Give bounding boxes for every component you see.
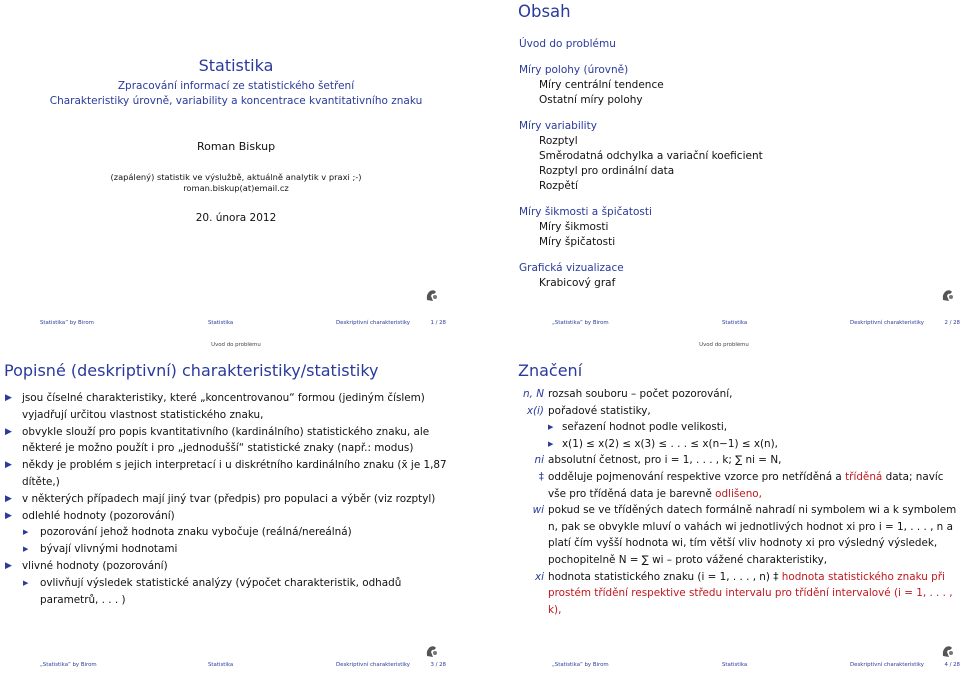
slide-1 — [0, 0, 472, 332]
author-email: roman.biskup(at)email.cz — [183, 183, 289, 193]
presentation-title: Statistika — [198, 56, 274, 75]
slide-2 — [488, 0, 960, 332]
toc-section[interactable]: Míry variability — [519, 120, 597, 132]
toc-subsection[interactable]: Rozpětí — [539, 180, 578, 192]
footer-page: 3 / 28 — [430, 662, 446, 668]
logo-icon — [940, 644, 956, 660]
toc-subsection[interactable]: Rozptyl pro ordinální data — [539, 165, 675, 177]
section-header: Úvod do problému — [211, 342, 261, 348]
slide-4 — [488, 342, 960, 674]
notation-term: x(i) — [526, 404, 544, 417]
slide-footer — [0, 662, 472, 672]
bullet-icon: ▶ — [548, 439, 554, 448]
bullet-icon: ▶ — [5, 460, 12, 471]
footer-page: 2 / 28 — [944, 320, 960, 326]
slide-footer — [488, 662, 960, 672]
notation-term: wi — [532, 504, 544, 517]
bullet-icon: ▶ — [548, 423, 554, 432]
list-subitem: ▶ ovlivňují výsledek statistické analýzy (výpočet charakteristik, odhadů parametrů, . . . ) — [23, 576, 402, 606]
section-header: Úvod do problému — [699, 342, 749, 348]
bullet-icon: ▶ — [23, 528, 29, 537]
footer-section: Deskriptivní charakteristiky — [336, 662, 410, 668]
slide-footer — [0, 320, 472, 330]
bullet-icon: ▶ — [5, 510, 12, 521]
presentation-subtitle-2: Charakteristiky úrovně, variability a koncentrace kvantitativního znaku — [49, 95, 423, 107]
slide-body — [4, 390, 454, 608]
highlight-text: tříděná — [845, 470, 883, 483]
toc-subsection[interactable]: Rozptyl — [539, 135, 578, 147]
author-description: (zapálený) statistik ve výslužbě, aktuálně analytik v praxi ;-) — [110, 172, 362, 182]
footer-section: Deskriptivní charakteristiky — [850, 320, 924, 326]
toc-subsection[interactable]: Míry šikmosti — [539, 221, 609, 233]
presentation-subtitle-1: Zpracování informací ze statistického šetření — [117, 80, 355, 92]
footer-author: „Statistika” by Birom — [40, 662, 97, 668]
toc-subsection[interactable]: Krabicový graf — [539, 277, 616, 289]
footer-page: 4 / 28 — [944, 662, 960, 668]
bullet-icon: ▶ — [5, 393, 12, 403]
footer-title: Statistika — [722, 320, 748, 326]
table-of-contents — [519, 37, 763, 291]
footer-author: „Statistika” by Birom — [552, 320, 609, 326]
author-name: Roman Biskup — [196, 140, 276, 153]
notation-desc: pokud se ve tříděných datech formálně nahradí ni symbolem wi a k symbolem n, pak se obvykle mluví o vahách wi jednotlivých hodnot xi pro i = 1, . . . , n a platí čím vyšší hodnota wi, tím větší vliv hodnoty xi pro výsledný výsledek, pochopitelně N = ∑ wi – proto vážené charakteristiky, — [548, 504, 957, 566]
bullet-icon: ▶ — [5, 493, 12, 504]
toc-subsection[interactable]: Míry centrální tendence — [539, 79, 664, 91]
footer-section: Deskriptivní charakteristiky — [850, 662, 924, 668]
toc-subsection[interactable]: Směrodatná odchylka a variační koeficient — [539, 150, 763, 162]
notation-term: xi — [534, 570, 544, 583]
notation-row — [518, 403, 958, 453]
list-subitem: ▶ pozorování jehož hodnota znaku vybočuje (reálná/nereálná) — [22, 524, 454, 541]
list-item: ▶ v některých případech mají jiný tvar (předpis) pro populaci a výběr (viz rozptyl) — [4, 491, 454, 508]
logo-icon — [424, 644, 440, 660]
highlight-text: odlišeno, — [715, 487, 762, 500]
footer-title: Statistika — [208, 320, 234, 326]
notation-desc: absolutní četnost, pro i = 1, . . . , k; ∑ ni = N, — [548, 454, 782, 467]
notation-subitem: ▶ seřazení hodnot podle velikosti, — [548, 419, 958, 436]
footer-author: „Statistika” by Birom — [552, 662, 609, 668]
footer-author: Statistika” by Birom — [40, 320, 94, 326]
bullet-icon: ▶ — [23, 578, 29, 587]
footer-section: Deskriptivní charakteristiky — [336, 320, 410, 326]
notation-row — [518, 502, 958, 568]
presentation-date: 20. února 2012 — [195, 212, 277, 224]
toc-section[interactable]: Míry šikmosti a špičatosti — [519, 206, 652, 218]
logo-icon — [940, 288, 956, 304]
notation-desc: rozsah souboru – počet pozorování, — [548, 388, 733, 400]
footer-page: 1 / 28 — [430, 320, 446, 326]
slide-heading: Značení — [518, 361, 583, 380]
dagger-term: ‡ — [538, 470, 544, 483]
notation-desc: odděluje pojmenování respektive vzorce pro netříděná a — [548, 470, 842, 483]
notation-row — [518, 452, 958, 469]
list-item: ▶ odlehlé hodnoty (pozorování) — [4, 508, 454, 525]
slide-heading: Popisné (deskriptivní) charakteristiky/statistiky — [4, 361, 379, 380]
notation-desc: pořadové statistiky, — [548, 404, 651, 417]
bullet-icon: ▶ — [23, 545, 29, 554]
footer-title: Statistika — [722, 662, 748, 668]
notation-term: ni — [534, 454, 544, 467]
list-item: ▶ jsou číselné charakteristiky, které „koncentrovanou“ formou (jediným číslem) vyjadřují určitou vlastnost statistického znaku, — [5, 392, 425, 421]
logo-icon — [424, 288, 440, 304]
slide-footer — [488, 320, 960, 330]
slide-body — [518, 386, 958, 618]
notation-row — [518, 469, 958, 502]
notation-desc: hodnota statistického znaku (i = 1, . . . , n) ‡ — [548, 570, 779, 583]
notation-subitem: ▶ x(1) ≤ x(2) ≤ x(3) ≤ . . . ≤ x(n−1) ≤ x(n), — [548, 436, 958, 453]
slide-heading: Obsah — [518, 2, 571, 21]
toc-section[interactable]: Úvod do problému — [519, 38, 616, 50]
toc-subsection[interactable]: Ostatní míry polohy — [539, 94, 643, 106]
list-item: ▶ vlivné hodnoty (pozorování) — [4, 558, 454, 575]
list-item: ▶ obvykle slouží pro popis kvantitativního (kardinálního) statistického znaku, ale některé je možno použít i pro „jednodušší“ statistické znaky (např.: modus) — [5, 425, 430, 455]
toc-subsection[interactable]: Míry špičatosti — [539, 236, 616, 248]
list-item: ▶ někdy je problém s jejich interpretací i u diskrétního kardinálního znaku (x̄ je 1,87 dítěte,) — [5, 459, 447, 488]
toc-section[interactable]: Míry polohy (úrovně) — [519, 64, 629, 76]
bullet-icon: ▶ — [5, 560, 12, 571]
footer-title: Statistika — [208, 662, 234, 668]
slide-3 — [0, 342, 472, 674]
notation-desc: data; navíc vše pro tříděná data je barevně — [548, 470, 944, 500]
toc-section[interactable]: Grafická vizualizace — [519, 262, 624, 274]
highlight-text: hodnota statistického znaku při prostém třídění respektive středu intervalu pro třídění intervalové (i = 1, . . . , k), — [548, 570, 953, 616]
notation-row — [518, 386, 958, 403]
list-subitem: ▶ bývají vlivnými hodnotami — [22, 541, 454, 558]
notation-row — [518, 569, 958, 619]
notation-term: n, N — [523, 388, 544, 400]
bullet-icon: ▶ — [5, 426, 12, 437]
